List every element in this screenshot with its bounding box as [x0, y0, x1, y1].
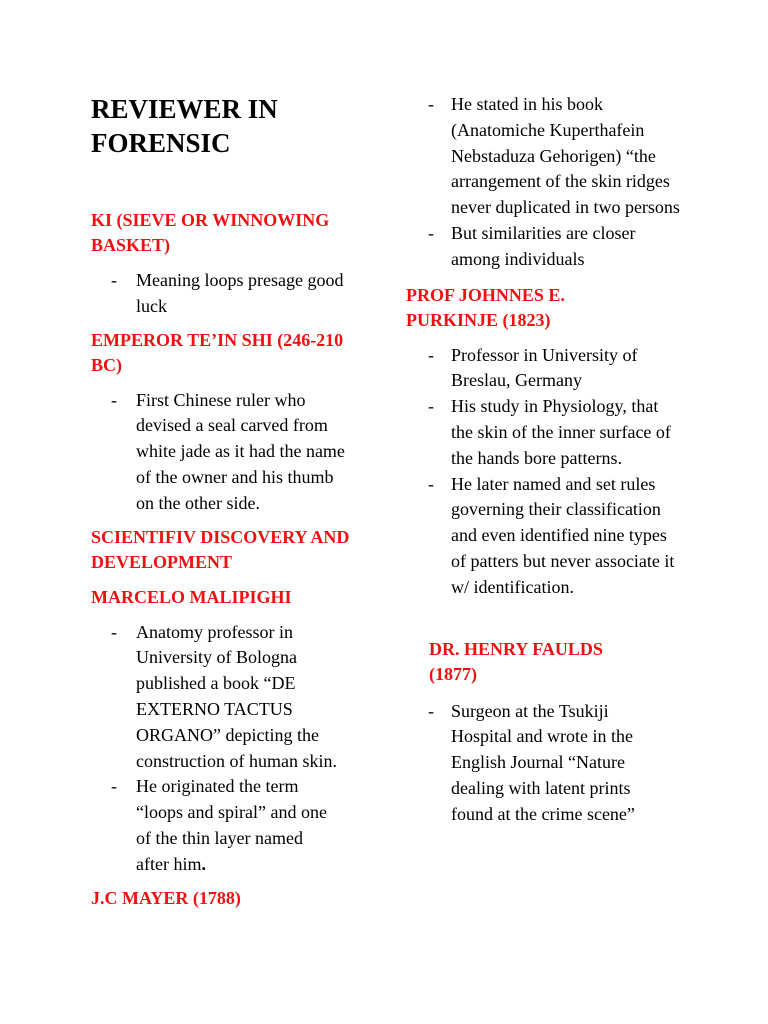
- list-item: - He originated the term “loops and spiral” and one of the thin layer named after him.: [111, 776, 327, 874]
- list-item: - Professor in University of Breslau, Germany: [428, 344, 638, 391]
- dash-marker: -: [111, 270, 117, 290]
- ki-bullets: [91, 268, 371, 320]
- heading-scientific: SCIENTIFIV DISCOVERY AND DEVELOPMENT: [91, 526, 350, 572]
- dash-marker: -: [111, 621, 117, 642]
- heading-mayer: J.C MAYER (1788): [91, 887, 241, 908]
- dash-marker: -: [428, 396, 434, 417]
- heading-malipighi: MARCELO MALIPIGHI: [91, 586, 292, 607]
- document-title: REVIEWER IN FORENSIC: [91, 94, 278, 158]
- list-item: - But similarities are closer among individuals: [428, 222, 636, 269]
- list-item: - Surgeon at the Tsukiji Hospital and wrote in the English Journal “Nature dealing with latent prints found at the crime scene”: [428, 700, 635, 824]
- dash-marker: -: [111, 776, 117, 797]
- list-item: - Meaning loops presage good luck: [111, 270, 344, 316]
- mayer-bullets: [406, 92, 696, 273]
- heading-purkinje: PROF JOHNNES E. PURKINJE (1823): [406, 284, 565, 330]
- heading-faulds: DR. HENRY FAULDS (1877): [429, 638, 603, 684]
- faulds-bullets: [406, 699, 696, 828]
- dash-marker: -: [428, 344, 434, 365]
- list-item: - First Chinese ruler who devised a seal carved from white jade as it had the name of the owner and his thumb on the other side.: [111, 389, 345, 513]
- list-item: - His study in Physiology, that the skin of the inner surface of the hands bore patterns.: [428, 396, 671, 468]
- list-item: - He later named and set rules governing their classification and even identified nine types of patters but never associate it w/ identification.: [428, 473, 675, 597]
- list-item: - Anatomy professor in University of Bologna published a book “DE EXTERNO TACTUS ORGANO” depicting the construction of human skin.: [111, 621, 337, 771]
- malipighi-bullets: [91, 620, 371, 878]
- list-item: - He stated in his book (Anatomiche Kuperthafein Nebstaduza Gehorigen) “the arrangement of the skin ridges never duplicated in two persons: [428, 94, 680, 218]
- dash-marker: -: [428, 222, 434, 243]
- left-column: [91, 92, 371, 911]
- dash-marker: -: [428, 700, 434, 721]
- heading-ki: KI (SIEVE OR WINNOWING BASKET): [91, 210, 330, 255]
- emperor-bullets: [91, 388, 371, 517]
- dash-marker: -: [111, 389, 117, 410]
- dash-marker: -: [428, 94, 434, 114]
- dash-marker: -: [428, 473, 434, 494]
- heading-emperor: EMPEROR TE’IN SHI (246-210 BC): [91, 329, 344, 375]
- purkinje-bullets: [406, 343, 696, 601]
- right-column: [406, 92, 696, 828]
